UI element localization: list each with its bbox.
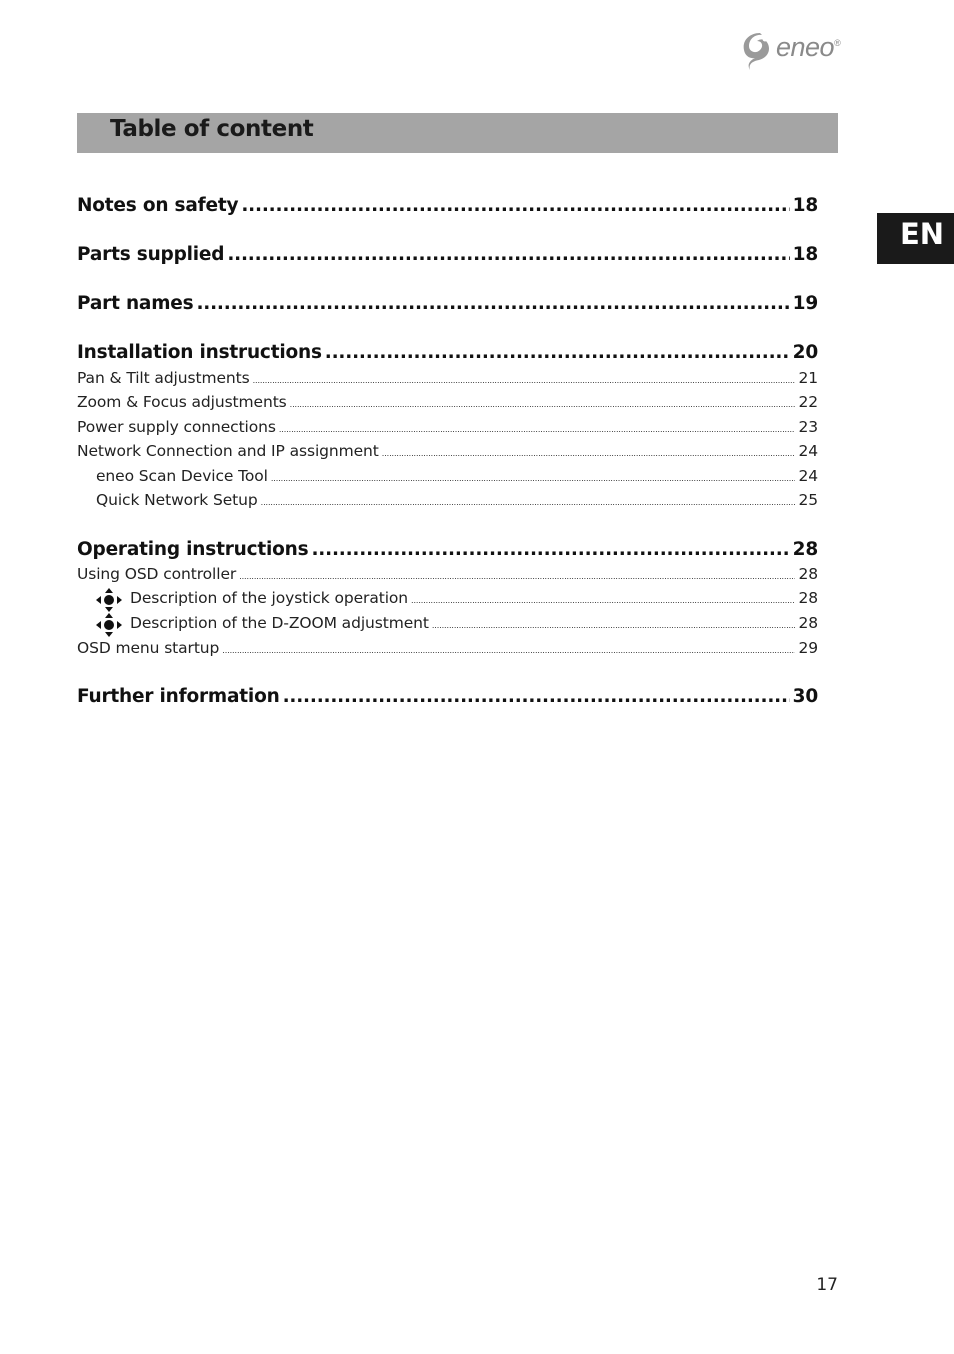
toc-entry-page: 28: [798, 565, 818, 583]
title-bar: [77, 113, 838, 153]
toc-leader: [241, 195, 789, 216]
toc-entry-further-information[interactable]: [77, 686, 818, 712]
toc-entry-title: OSD menu startup: [77, 639, 220, 657]
toc-entry-power-supply[interactable]: [77, 418, 818, 440]
toc-leader: [271, 474, 796, 483]
eneo-logo: [740, 30, 840, 72]
joystick-icon: [96, 588, 122, 612]
language-label: EN: [900, 217, 945, 251]
toc-entry-title: Notes on safety: [77, 195, 239, 216]
joystick-icon: [96, 613, 122, 637]
toc-entry-title: Installation instructions: [77, 342, 322, 363]
toc-entry-title: Power supply connections: [77, 418, 276, 436]
toc-entry-page: 20: [792, 342, 818, 363]
toc-entry-page: 28: [798, 614, 818, 632]
toc-entry-title: Operating instructions: [77, 539, 309, 560]
toc-entry-page: 18: [792, 244, 818, 265]
toc-entry-page: 24: [798, 442, 818, 460]
toc-entry-notes-on-safety[interactable]: [77, 195, 818, 221]
toc-entry-page: 29: [798, 639, 818, 657]
toc-entry-part-names[interactable]: [77, 293, 818, 319]
toc-entry-page: 25: [798, 491, 818, 509]
toc-entry-page: 18: [792, 195, 818, 216]
toc-leader: [222, 646, 795, 655]
toc-entry-title: Description of the D-ZOOM adjustment: [130, 614, 429, 632]
language-tab: [877, 213, 954, 264]
page-number: 17: [816, 1275, 838, 1295]
toc-entry-title: Parts supplied: [77, 244, 225, 265]
toc-entry-osd-menu-startup[interactable]: [77, 639, 818, 661]
toc-leader: [196, 293, 789, 314]
registered-mark: ®: [834, 38, 841, 48]
toc-leader: [290, 400, 796, 409]
toc-entry-title: Further information: [77, 686, 280, 707]
toc-leader: [311, 539, 789, 560]
toc-leader: [325, 342, 790, 363]
toc-leader: [261, 498, 796, 507]
toc-leader: [279, 425, 796, 434]
toc-entry-title: Network Connection and IP assignment: [77, 442, 379, 460]
toc-entry-page: 21: [798, 369, 818, 387]
toc-entry-network-connection[interactable]: [77, 442, 818, 464]
toc-entry-joystick-operation[interactable]: [96, 589, 818, 611]
toc-leader: [253, 376, 796, 385]
toc-entry-page: 19: [792, 293, 818, 314]
toc-entry-title: Zoom & Focus adjustments: [77, 393, 287, 411]
toc-entry-title: Description of the joystick operation: [130, 589, 409, 607]
toc-leader: [432, 621, 796, 630]
toc-entry-page: 23: [798, 418, 818, 436]
toc-entry-d-zoom-adjustment[interactable]: [96, 614, 818, 636]
logo-text: eneo: [776, 32, 835, 62]
toc-entry-page: 22: [798, 393, 818, 411]
toc-entry-zoom-focus[interactable]: [77, 393, 818, 415]
toc-entry-title: Using OSD controller: [77, 565, 237, 583]
toc-leader: [283, 686, 790, 707]
toc-entry-page: 28: [798, 589, 818, 607]
toc-entry-page: 24: [798, 467, 818, 485]
toc-entry-installation-instructions[interactable]: [77, 342, 818, 368]
toc-entry-title: Pan & Tilt adjustments: [77, 369, 250, 387]
toc-leader: [382, 449, 796, 458]
page-title: Table of content: [110, 116, 314, 142]
toc-entry-quick-network-setup[interactable]: [96, 491, 818, 513]
toc-entry-title: Part names: [77, 293, 194, 314]
toc-entry-page: 28: [792, 539, 818, 560]
toc-leader: [411, 596, 795, 605]
toc-leader: [239, 572, 795, 581]
toc-leader: [227, 244, 789, 265]
toc-entry-parts-supplied[interactable]: [77, 244, 818, 270]
toc-entry-pan-tilt[interactable]: [77, 369, 818, 391]
toc-entry-using-osd-controller[interactable]: [77, 565, 818, 587]
toc-entry-operating-instructions[interactable]: [77, 539, 818, 565]
toc-entry-scan-device-tool[interactable]: [96, 467, 818, 489]
eneo-swirl-icon: [740, 30, 774, 72]
toc-entry-title: Quick Network Setup: [96, 491, 258, 509]
toc-entry-title: eneo Scan Device Tool: [96, 467, 268, 485]
toc-entry-page: 30: [792, 686, 818, 707]
